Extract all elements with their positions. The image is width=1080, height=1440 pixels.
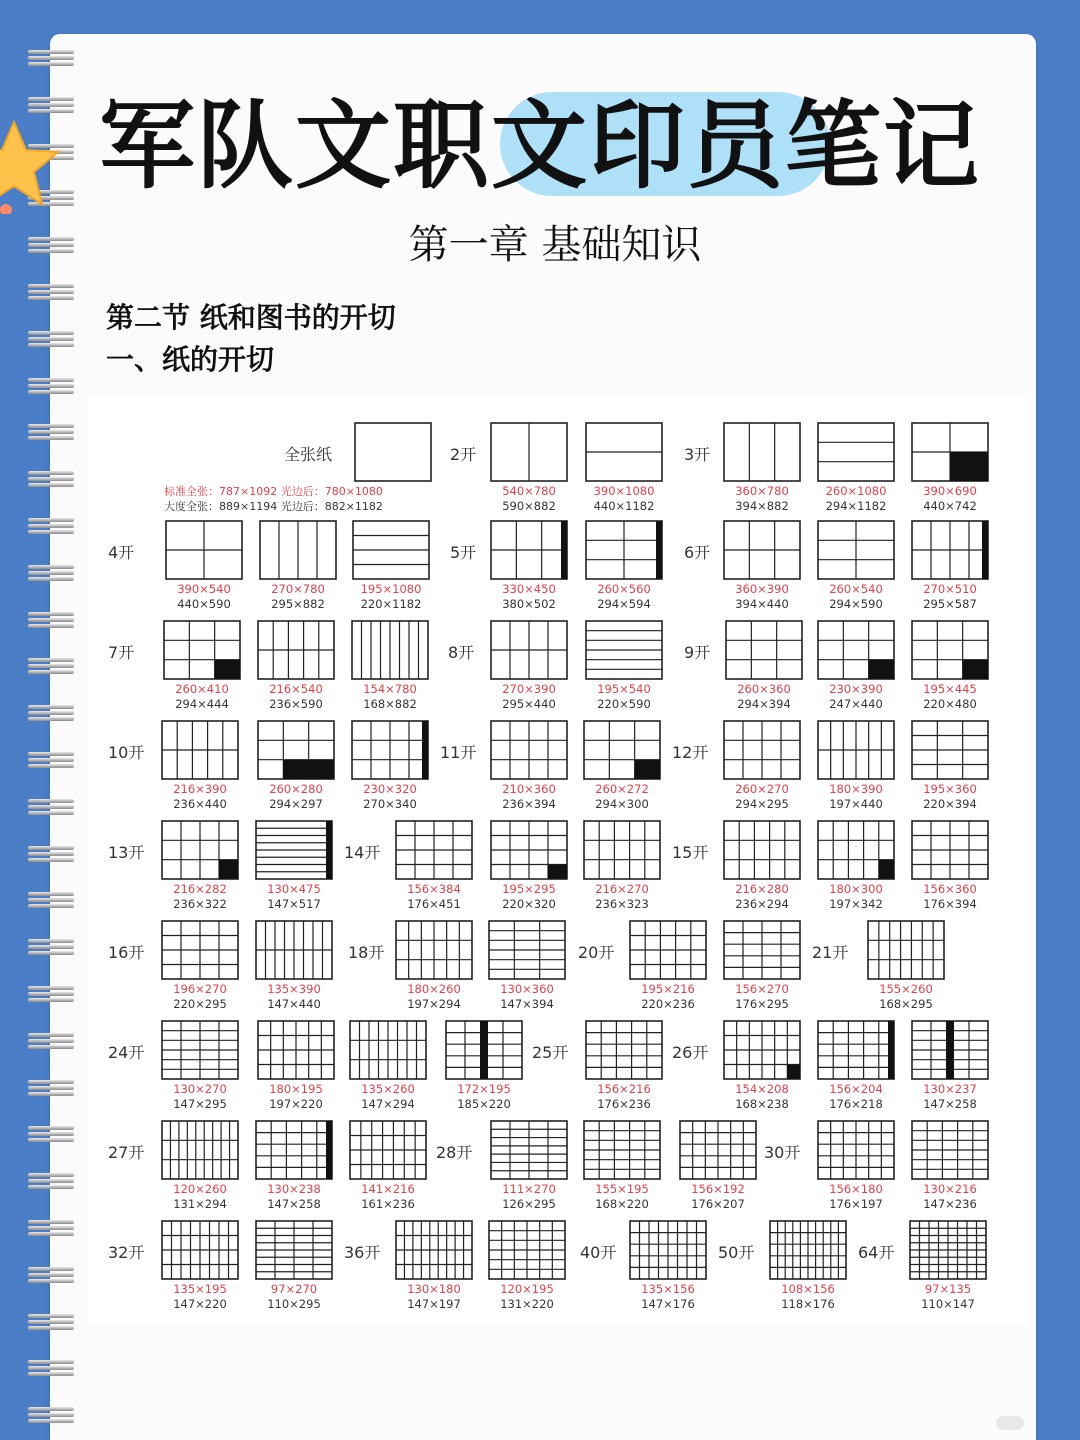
trimmed-size: 216×540 — [269, 682, 323, 696]
cut-layout-diagram — [490, 520, 568, 580]
cut-layout-diagram — [583, 820, 661, 880]
spiral-ring — [28, 705, 78, 719]
spiral-ring — [28, 752, 78, 766]
trimmed-size: 270×510 — [923, 582, 977, 596]
large-size: 176×295 — [735, 997, 789, 1011]
cut-layout-diagram — [351, 620, 429, 680]
spiral-ring — [28, 1126, 78, 1140]
sheet-outline — [584, 821, 660, 879]
section-heading: 第二节 纸和图书的开切 — [106, 301, 396, 334]
spiral-ring — [28, 1314, 78, 1328]
cut-count-label: 8开 — [448, 643, 475, 662]
large-size: 161×236 — [361, 1197, 415, 1211]
waste-area — [548, 865, 567, 880]
waste-area — [950, 452, 988, 481]
large-size: 110×295 — [267, 1297, 321, 1311]
large-size: 294×594 — [597, 597, 651, 611]
trimmed-size: 156×270 — [735, 982, 789, 996]
row-label: 7开 — [108, 643, 135, 662]
waste-area — [219, 860, 238, 879]
cut-layout-diagram — [911, 720, 989, 780]
large-size: 176×236 — [597, 1097, 651, 1111]
trimmed-size: 111×270 — [502, 1182, 556, 1196]
trimmed-size: 120×195 — [500, 1282, 554, 1296]
trimmed-size: 216×270 — [595, 882, 649, 896]
trimmed-size: 130×270 — [173, 1082, 227, 1096]
large-size: 110×147 — [921, 1297, 975, 1311]
waste-area — [215, 660, 240, 679]
large-size: 270×340 — [363, 797, 417, 811]
cut-layout-diagram — [257, 720, 335, 780]
waste-area — [326, 821, 332, 879]
sheet-outline — [726, 621, 802, 679]
trimmed-size: 360×390 — [735, 582, 789, 596]
fullsheet-footnote — [164, 484, 383, 514]
trimmed-size: 172×195 — [457, 1082, 511, 1096]
large-size: 236×294 — [735, 897, 789, 911]
trimmed-size: 130×360 — [500, 982, 554, 996]
cut-layout-diagram — [161, 1120, 239, 1180]
cut-count-label: 64开 — [858, 1243, 895, 1262]
sheet-outline — [256, 1121, 332, 1179]
subsection-heading: 一、纸的开切 — [106, 343, 275, 376]
trimmed-size: 195×540 — [597, 682, 651, 696]
cut-layout-diagram — [255, 1120, 333, 1180]
trimmed-size: 156×180 — [829, 1182, 883, 1196]
waste-area — [982, 521, 988, 579]
large-size: 220×236 — [641, 997, 695, 1011]
cut-layout-diagram — [352, 520, 430, 580]
large-size: 147×258 — [267, 1197, 321, 1211]
spiral-ring — [28, 1267, 78, 1281]
cut-layout-diagram — [349, 1120, 427, 1180]
cut-count-label: 9开 — [684, 643, 711, 662]
large-size: 236×323 — [595, 897, 649, 911]
trimmed-size: 155×195 — [595, 1182, 649, 1196]
spiral-ring — [28, 378, 78, 392]
large-size: 176×197 — [829, 1197, 883, 1211]
large-size: 168×238 — [735, 1097, 789, 1111]
sheet-outline — [162, 1121, 238, 1179]
cut-layout-diagram — [911, 1120, 989, 1180]
trimmed-size: 260×360 — [737, 682, 791, 696]
cut-layout-diagram — [723, 520, 801, 580]
waste-area — [635, 760, 660, 779]
waste-area — [946, 1021, 954, 1079]
large-size: 147×236 — [923, 1197, 977, 1211]
cut-layout-diagram — [585, 1020, 663, 1080]
trimmed-size: 155×260 — [879, 982, 933, 996]
spiral-ring — [28, 1407, 78, 1421]
cut-count-label: 5开 — [450, 543, 477, 562]
spiral-ring — [28, 284, 78, 298]
cut-count-label: 26开 — [672, 1043, 709, 1062]
trimmed-size: 216×390 — [173, 782, 227, 796]
large-size: 394×440 — [735, 597, 789, 611]
cut-layout-diagram — [161, 920, 239, 980]
cut-layout-diagram — [259, 520, 337, 580]
trimmed-size: 154×780 — [363, 682, 417, 696]
large-size: 197×440 — [829, 797, 883, 811]
spiral-ring — [28, 331, 78, 345]
large-size: 147×394 — [500, 997, 554, 1011]
large-size: 220×295 — [173, 997, 227, 1011]
spiral-ring — [28, 565, 78, 579]
trimmed-size: 260×560 — [597, 582, 651, 596]
large-size: 295×587 — [923, 597, 977, 611]
large-size: 236×322 — [173, 897, 227, 911]
cut-layout-diagram — [165, 520, 243, 580]
large-size: 294×444 — [175, 697, 229, 711]
trimmed-size: 260×540 — [829, 582, 883, 596]
large-size: 294×295 — [735, 797, 789, 811]
cut-layout-diagram — [354, 422, 432, 482]
cut-layout-diagram — [490, 1120, 568, 1180]
waste-area — [963, 660, 988, 679]
trimmed-size: 216×282 — [173, 882, 227, 896]
large-size: 197×294 — [407, 997, 461, 1011]
trimmed-size: 360×780 — [735, 484, 789, 498]
chapter-title: 第一章 基础知识 — [408, 222, 702, 268]
cut-count-label: 50开 — [718, 1243, 755, 1262]
large-size: 147×440 — [267, 997, 321, 1011]
cut-layout-diagram — [911, 422, 989, 482]
cut-layout-diagram — [255, 920, 333, 980]
trimmed-size: 156×360 — [923, 882, 977, 896]
large-size: 118×176 — [781, 1297, 835, 1311]
cut-layout-diagram — [769, 1220, 847, 1280]
cut-count-label: 12开 — [672, 743, 709, 762]
trimmed-size: 141×216 — [361, 1182, 415, 1196]
cut-layout-diagram — [679, 1120, 757, 1180]
trimmed-size: 390×1080 — [593, 484, 655, 498]
sheet-outline — [818, 1021, 894, 1079]
trimmed-size: 390×540 — [177, 582, 231, 596]
cut-layout-diagram — [817, 620, 895, 680]
cut-layout-diagram — [911, 1020, 989, 1080]
spiral-ring — [28, 892, 78, 906]
large-size: 168×295 — [879, 997, 933, 1011]
large-size: 147×176 — [641, 1297, 695, 1311]
cut-layout-diagram — [255, 820, 333, 880]
trimmed-size: 540×780 — [502, 484, 556, 498]
cut-count-label: 6开 — [684, 543, 711, 562]
large-size: 294×300 — [595, 797, 649, 811]
sheet-outline — [818, 423, 894, 481]
cut-layout-diagram — [161, 1220, 239, 1280]
row-label: 10开 — [108, 743, 145, 762]
large-size: 236×394 — [502, 797, 556, 811]
cut-layout-diagram — [725, 620, 803, 680]
large-size: 294×394 — [737, 697, 791, 711]
cut-layout-diagram — [723, 820, 801, 880]
row-label: 32开 — [108, 1243, 145, 1262]
spiral-ring — [28, 1033, 78, 1047]
cut-layout-diagram — [585, 620, 663, 680]
trimmed-size: 195×295 — [502, 882, 556, 896]
spiral-ring — [28, 1173, 78, 1187]
cut-layout-diagram — [395, 1220, 473, 1280]
large-size: 220×1182 — [360, 597, 422, 611]
trimmed-size: 156×384 — [407, 882, 461, 896]
large-size: 168×220 — [595, 1197, 649, 1211]
cut-layout-diagram — [723, 720, 801, 780]
spiral-ring — [28, 846, 78, 860]
standard-sheet-note: 标准全张：787×1092 光边后：780×1080 — [164, 485, 383, 498]
large-size: 147×517 — [267, 897, 321, 911]
large-size: 220×590 — [597, 697, 651, 711]
cut-count-label: 25开 — [532, 1043, 569, 1062]
trimmed-size: 260×410 — [175, 682, 229, 696]
cut-count-label: 30开 — [764, 1143, 801, 1162]
large-size: 147×197 — [407, 1297, 461, 1311]
trimmed-size: 135×390 — [267, 982, 321, 996]
cut-layout-diagram — [257, 1020, 335, 1080]
trimmed-size: 260×1080 — [825, 484, 887, 498]
trimmed-size: 156×204 — [829, 1082, 883, 1096]
large-size: 220×394 — [923, 797, 977, 811]
trimmed-size: 130×238 — [267, 1182, 321, 1196]
large-size: 131×220 — [500, 1297, 554, 1311]
large-size: 590×882 — [502, 499, 556, 513]
trimmed-size: 120×260 — [173, 1182, 227, 1196]
row-label: 24开 — [108, 1043, 145, 1062]
cut-count-label: 28开 — [436, 1143, 473, 1162]
trimmed-size: 180×390 — [829, 782, 883, 796]
large-size: 176×218 — [829, 1097, 883, 1111]
trimmed-size: 97×270 — [270, 1282, 318, 1296]
trimmed-size: 210×360 — [502, 782, 556, 796]
large-size: 176×394 — [923, 897, 977, 911]
cut-layout-diagram — [488, 1220, 566, 1280]
trimmed-size: 180×300 — [829, 882, 883, 896]
trimmed-size: 330×450 — [502, 582, 556, 596]
sheet-outline — [724, 423, 800, 481]
large-size: 131×294 — [173, 1197, 227, 1211]
row-label: 4开 — [108, 543, 135, 562]
large-size: 185×220 — [457, 1097, 511, 1111]
large-size: 295×440 — [502, 697, 556, 711]
spiral-ring — [28, 1080, 78, 1094]
trimmed-size: 196×270 — [173, 982, 227, 996]
cut-layout-diagram — [395, 920, 473, 980]
cut-count-label: 20开 — [578, 943, 615, 962]
spiral-ring — [28, 50, 78, 64]
cut-count-label: 21开 — [812, 943, 849, 962]
cut-layout-diagram — [349, 1020, 427, 1080]
trimmed-size: 154×208 — [735, 1082, 789, 1096]
waste-area — [787, 1065, 800, 1080]
large-size: 294×297 — [269, 797, 323, 811]
trimmed-size: 216×280 — [735, 882, 789, 896]
cut-layout-diagram — [583, 720, 661, 780]
trimmed-size: 108×156 — [781, 1282, 835, 1296]
cut-layout-diagram — [395, 820, 473, 880]
cut-layout-diagram — [817, 820, 895, 880]
cut-layout-diagram — [817, 422, 895, 482]
trimmed-size: 130×216 — [923, 1182, 977, 1196]
large-size: 380×502 — [502, 597, 556, 611]
row-label: 27开 — [108, 1143, 145, 1162]
large-size: 147×294 — [361, 1097, 415, 1111]
cut-layout-diagram — [911, 820, 989, 880]
large-sheet-note: 大度全张：889×1194 光边后：882×1182 — [164, 500, 383, 513]
trimmed-size: 130×237 — [923, 1082, 977, 1096]
cut-layout-diagram — [351, 720, 429, 780]
trimmed-size: 130×475 — [267, 882, 321, 896]
cut-layout-diagram — [723, 1020, 801, 1080]
cut-layout-diagram — [723, 422, 801, 482]
large-size: 440×1182 — [593, 499, 655, 513]
waste-area — [888, 1021, 894, 1079]
cut-layout-diagram — [490, 820, 568, 880]
large-size: 236×440 — [173, 797, 227, 811]
cut-layout-diagram — [255, 1220, 333, 1280]
trimmed-size: 135×260 — [361, 1082, 415, 1096]
trimmed-size: 156×216 — [597, 1082, 651, 1096]
trimmed-size: 195×216 — [641, 982, 695, 996]
large-size: 295×882 — [271, 597, 325, 611]
trimmed-size: 195×445 — [923, 682, 977, 696]
trimmed-size: 130×180 — [407, 1282, 461, 1296]
sheet-outline — [355, 423, 431, 481]
trimmed-size: 97×135 — [924, 1282, 972, 1296]
cut-layout-diagram — [161, 1020, 239, 1080]
paper-cutting-diagram — [88, 394, 1028, 1324]
spiral-ring — [28, 986, 78, 1000]
trimmed-size: 180×195 — [269, 1082, 323, 1096]
large-size: 197×342 — [829, 897, 883, 911]
waste-area — [879, 860, 894, 879]
large-size: 236×590 — [269, 697, 323, 711]
cut-layout-diagram — [161, 820, 239, 880]
large-size: 197×220 — [269, 1097, 323, 1111]
large-size: 147×220 — [173, 1297, 227, 1311]
spiral-ring — [28, 658, 78, 672]
cut-count-label: 40开 — [580, 1243, 617, 1262]
large-size: 247×440 — [829, 697, 883, 711]
trimmed-size: 260×272 — [595, 782, 649, 796]
trimmed-size: 260×280 — [269, 782, 323, 796]
cut-layout-diagram — [911, 620, 989, 680]
row-label: 13开 — [108, 843, 145, 862]
cut-layout-diagram — [629, 920, 707, 980]
trimmed-size: 156×192 — [691, 1182, 745, 1196]
cut-count-label: 11开 — [440, 743, 477, 762]
cut-layout-diagram — [817, 1120, 895, 1180]
spiral-ring — [28, 471, 78, 485]
cut-count-label: 36开 — [344, 1243, 381, 1262]
waste-area — [480, 1021, 488, 1079]
large-size: 176×451 — [407, 897, 461, 911]
large-size: 220×320 — [502, 897, 556, 911]
waste-area — [422, 721, 428, 779]
spiral-ring — [28, 1220, 78, 1234]
large-size: 440×742 — [923, 499, 977, 513]
spiral-ring — [28, 424, 78, 438]
cut-layout-diagram — [490, 720, 568, 780]
trimmed-size: 230×390 — [829, 682, 883, 696]
cut-layout-diagram — [163, 620, 241, 680]
cut-layout-diagram — [445, 1020, 523, 1080]
trimmed-size: 230×320 — [363, 782, 417, 796]
cut-layout-diagram — [817, 1020, 895, 1080]
trimmed-size: 135×156 — [641, 1282, 695, 1296]
large-size: 394×882 — [735, 499, 789, 513]
cut-count-label: 14开 — [344, 843, 381, 862]
large-size: 176×207 — [691, 1197, 745, 1211]
cut-layout-diagram — [867, 920, 945, 980]
large-size: 147×295 — [173, 1097, 227, 1111]
spiral-ring — [28, 1360, 78, 1374]
large-size: 168×882 — [363, 697, 417, 711]
cut-layout-diagram — [817, 520, 895, 580]
trimmed-size: 270×780 — [271, 582, 325, 596]
spiral-ring — [28, 518, 78, 532]
trimmed-size: 390×690 — [923, 484, 977, 498]
trimmed-size: 260×270 — [735, 782, 789, 796]
page-title: 军队文职文印员笔记 — [99, 90, 981, 202]
spiral-ring — [28, 799, 78, 813]
large-size: 440×590 — [177, 597, 231, 611]
large-size: 294×590 — [829, 597, 883, 611]
trimmed-size: 195×1080 — [360, 582, 422, 596]
spiral-ring — [28, 612, 78, 626]
trimmed-size: 180×260 — [407, 982, 461, 996]
spiral-ring — [28, 939, 78, 953]
cut-layout-diagram — [585, 520, 663, 580]
row-label: 16开 — [108, 943, 145, 962]
cut-layout-diagram — [723, 920, 801, 980]
cut-count-label: 全张纸 — [284, 445, 333, 464]
large-size: 220×480 — [923, 697, 977, 711]
waste-area — [561, 521, 567, 579]
waste-area — [656, 521, 662, 579]
waste-area — [283, 760, 334, 779]
cut-count-label: 3开 — [684, 445, 711, 464]
large-size: 147×258 — [923, 1097, 977, 1111]
cut-count-label: 18开 — [348, 943, 385, 962]
cut-layout-diagram — [161, 720, 239, 780]
cut-count-label: 15开 — [672, 843, 709, 862]
large-size: 126×295 — [502, 1197, 556, 1211]
waste-area — [326, 1121, 332, 1179]
cut-layout-diagram — [488, 920, 566, 980]
trimmed-size: 195×360 — [923, 782, 977, 796]
trimmed-size: 135×195 — [173, 1282, 227, 1296]
cut-layout-diagram — [585, 422, 663, 482]
cut-layout-diagram — [629, 1220, 707, 1280]
cut-layout-diagram — [583, 1120, 661, 1180]
cut-layout-diagram — [817, 720, 895, 780]
cut-count-label: 2开 — [450, 445, 477, 464]
sheet-outline — [724, 821, 800, 879]
sheet-outline — [586, 1021, 662, 1079]
trimmed-size: 270×390 — [502, 682, 556, 696]
cut-layout-diagram — [909, 1220, 987, 1280]
watermark — [996, 1416, 1024, 1430]
cut-layout-diagram — [911, 520, 989, 580]
cut-layout-diagram — [490, 422, 568, 482]
cut-layout-diagram — [257, 620, 335, 680]
cut-layout-diagram — [490, 620, 568, 680]
waste-area — [869, 660, 894, 679]
large-size: 294×1182 — [825, 499, 887, 513]
